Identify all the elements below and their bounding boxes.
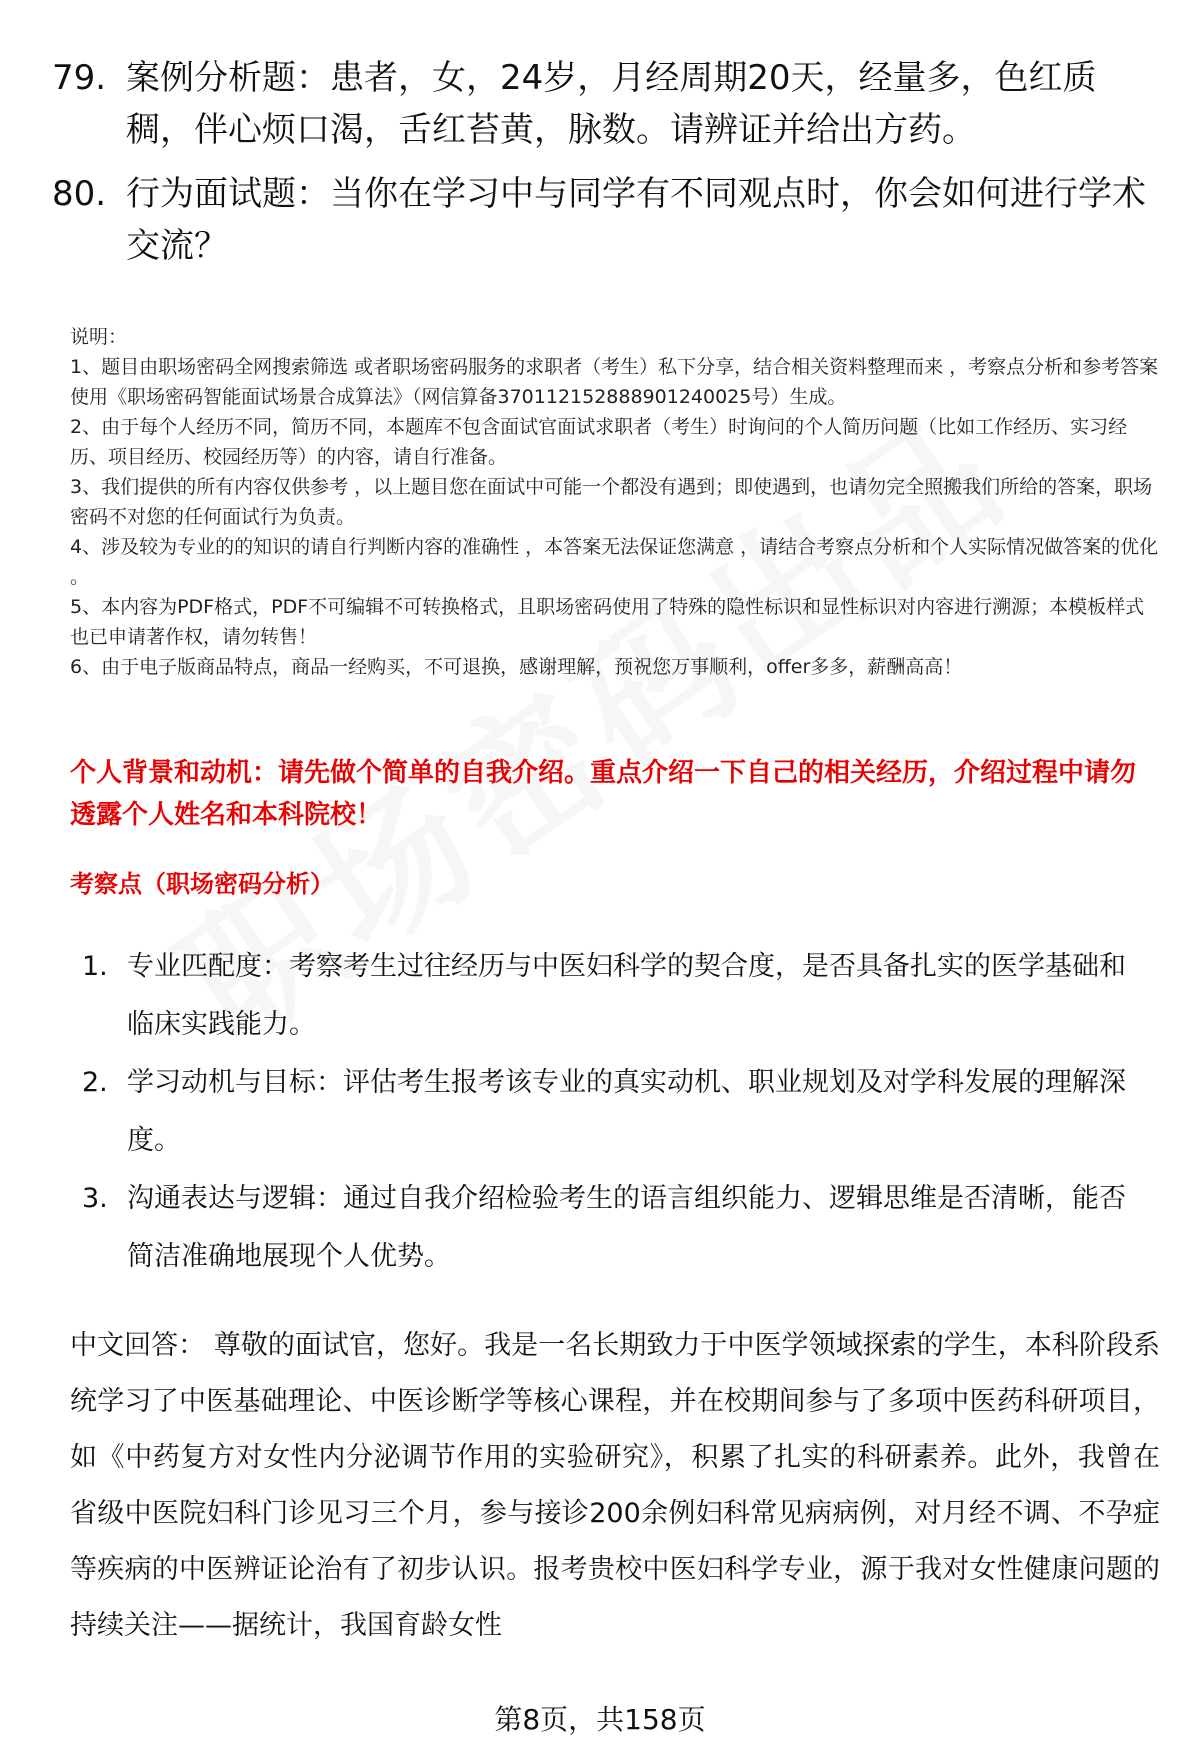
question-number: 79. bbox=[52, 58, 107, 98]
list-item bbox=[82, 1054, 1152, 1170]
list-item-number: 3. bbox=[82, 1183, 108, 1214]
question-79 bbox=[52, 52, 1152, 156]
list-item-text: 沟通表达与逻辑：通过自我介绍检验考生的语言组织能力、逻辑思维是否清晰，能否简洁准确地展现个人优势。 bbox=[127, 1183, 1126, 1272]
question-number: 80. bbox=[52, 174, 107, 214]
chinese-answer: 中文回答： 尊敬的面试官，您好。我是一名长期致力于中医学领域探索的学生，本科阶段系统学习了中医基础理论、中医诊断学等核心课程，并在校期间参与了多项中医药科研项目，如《中药复方对女性内分泌调节作用的实验研究》，积累了扎实的科研素养。此外，我曾在省级中医院妇科门诊见习三个月，参与接诊200余例妇科常见病病例，对月经不调、不孕症等疾病的中医辨证论治有了初步认识。报考贵校中医妇科学专业，源于我对女性健康问题的持续关注——据统计，我国育龄女性 bbox=[70, 1330, 1160, 1641]
question-text: 行为面试题：当你在学习中与同学有不同观点时，你会如何进行学术交流？ bbox=[126, 174, 1146, 266]
section-title: 个人背景和动机：请先做个简单的自我介绍。重点介绍一下自己的相关经历，介绍过程中请勿透露个人姓名和本科院校！ bbox=[70, 758, 1137, 830]
section-subtitle: 考察点（职场密码分析） bbox=[70, 870, 334, 898]
note-item: 4、涉及较为专业的的知识的请自行判断内容的准确性 ，本答案无法保证您满意 ，请结合考察点分析和个人实际情况做答案的优化 。 bbox=[70, 536, 1159, 588]
note-item: 5、本内容为PDF格式，PDF不可编辑不可转换格式，且职场密码使用了特殊的隐性标识和显性标识对内容进行溯源；本模板样式也已申请著作权，请勿转售！ bbox=[70, 596, 1145, 648]
list-item bbox=[82, 938, 1152, 1054]
question-80 bbox=[52, 168, 1152, 272]
disclaimer-notes bbox=[70, 322, 1160, 682]
list-item-text: 学习动机与目标：评估考生报考该专业的真实动机、职业规划及对学科发展的理解深度。 bbox=[127, 1067, 1126, 1156]
list-item bbox=[82, 1170, 1152, 1286]
note-item: 1、题目由职场密码全网搜索筛选 或者职场密码服务的求职者（考生）私下分享，结合相关资料整理而来 ，考察点分析和参考答案使用《职场密码智能面试场景合成算法》（网信算备370112152888901240025号）生成。 bbox=[70, 356, 1159, 408]
note-item: 6、由于电子版商品特点，商品一经购买，不可退换，感谢理解，预祝您万事顺利，offer多多，薪酬高高！ bbox=[70, 656, 963, 678]
list-item-text: 专业匹配度：考察考生过往经历与中医妇科学的契合度，是否具备扎实的医学基础和临床实践能力。 bbox=[127, 951, 1126, 1040]
question-text: 案例分析题：患者，女，24岁，月经周期20天，经量多，色红质稠，伴心烦口渴，舌红苔黄，脉数。请辨证并给出方药。 bbox=[126, 58, 1097, 150]
list-item-number: 2. bbox=[82, 1067, 108, 1098]
assessment-points bbox=[82, 938, 1152, 1286]
note-item: 3、我们提供的所有内容仅供参考 ，以上题目您在面试中可能一个都没有遇到；即使遇到，也请勿完全照搬我们所给的答案，职场密码不对您的任何面试行为负责。 bbox=[70, 476, 1153, 528]
note-item: 2、由于每个人经历不同，简历不同，本题库不包含面试官面试求职者（考生）时询问的个人简历问题（比如工作经历、实习经历、项目经历、校园经历等）的内容，请自行准备。 bbox=[70, 416, 1128, 468]
page-footer: 第8页，共158页 bbox=[494, 1703, 706, 1736]
list-item-number: 1. bbox=[82, 951, 108, 982]
notes-heading: 说明： bbox=[70, 326, 128, 348]
